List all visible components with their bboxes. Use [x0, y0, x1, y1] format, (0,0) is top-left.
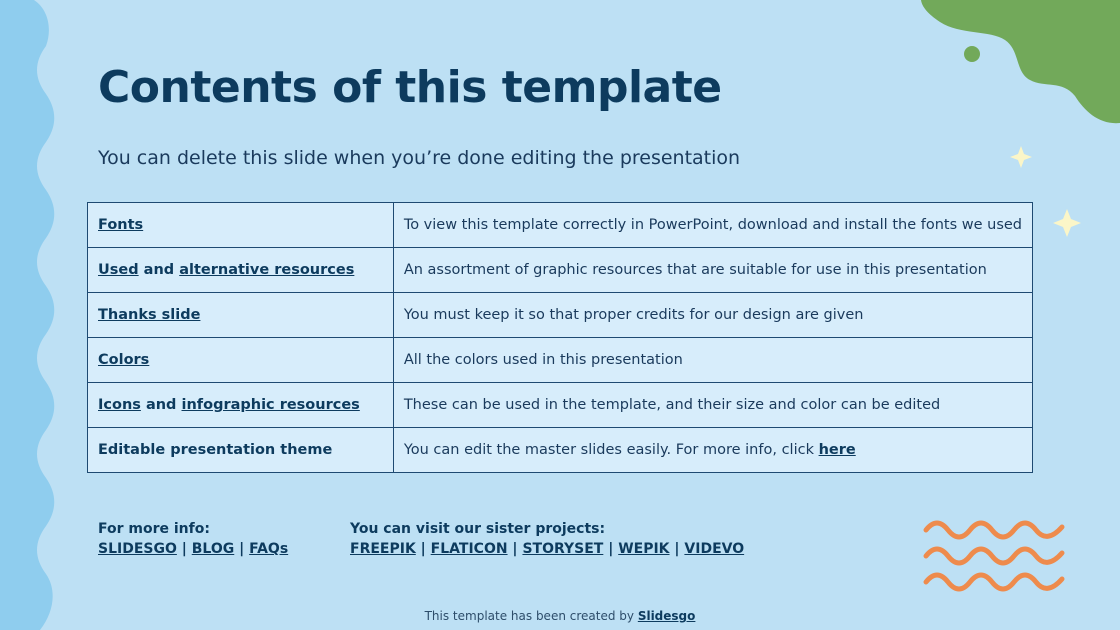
resource-name-cell	[88, 293, 394, 338]
resource-description-cell	[393, 383, 1032, 428]
slide-subtitle: You can delete this slide when you’re done editing the presentation	[98, 147, 741, 169]
contents-table-body	[88, 203, 1033, 473]
star-small-icon	[1010, 146, 1032, 168]
link-wepik[interactable]: WEPIK	[618, 541, 670, 557]
resource-description: An assortment of graphic resources that are suitable for use in this presentation	[403, 262, 987, 278]
resource-name-cell	[88, 383, 394, 428]
resource-link[interactable]: Icons	[98, 397, 141, 413]
link-blog[interactable]: BLOG	[191, 541, 235, 557]
link-separator: |	[669, 541, 685, 557]
resource-description: You can edit the master slides easily. For more info, click	[403, 442, 819, 458]
credit-footer	[0, 609, 1120, 623]
star-large-icon	[1053, 209, 1081, 237]
table-row	[88, 428, 1033, 473]
more-info-block	[98, 519, 288, 559]
resource-link[interactable]: Thanks slide	[98, 307, 201, 323]
resource-description-cell	[393, 203, 1032, 248]
here-link[interactable]: here	[818, 442, 856, 458]
more-info-label: For more info:	[98, 521, 210, 537]
link-videvo[interactable]: VIDEVO	[684, 541, 745, 557]
resource-name-cell	[88, 428, 394, 473]
link-faqs[interactable]: FAQs	[249, 541, 289, 557]
resource-link[interactable]: alternative resources	[179, 262, 355, 278]
green-blob-decoration	[921, 0, 1120, 123]
sister-projects-block	[350, 519, 744, 559]
link-separator: |	[603, 541, 619, 557]
resource-link[interactable]: Colors	[98, 352, 150, 368]
table-row	[88, 383, 1033, 428]
link-separator: |	[415, 541, 431, 557]
resource-description-cell	[393, 338, 1032, 383]
slidesgo-credit-link[interactable]: Slidesgo	[637, 609, 696, 623]
credit-text: This template has been created by	[424, 609, 638, 623]
resource-description-cell	[393, 428, 1032, 473]
orange-zigzag-decoration	[926, 523, 1062, 589]
resource-link[interactable]: Fonts	[98, 217, 144, 233]
resource-description: You must keep it so that proper credits for our design are given	[403, 307, 864, 323]
table-row	[88, 338, 1033, 383]
link-flaticon[interactable]: FLATICON	[430, 541, 508, 557]
table-row	[88, 293, 1033, 338]
resource-name-cell	[88, 203, 394, 248]
link-separator: |	[507, 541, 523, 557]
link-separator: |	[176, 541, 192, 557]
resource-description-cell	[393, 293, 1032, 338]
resource-name-cell	[88, 338, 394, 383]
resource-description: These can be used in the template, and their size and color can be edited	[403, 397, 941, 413]
resource-description-cell	[393, 248, 1032, 293]
resource-description: To view this template correctly in PowerPoint, download and install the fonts we used	[403, 217, 1022, 233]
table-row	[88, 248, 1033, 293]
resource-link[interactable]: infographic resources	[181, 397, 360, 413]
resource-description: All the colors used in this presentation	[403, 352, 683, 368]
sister-projects-links	[350, 539, 744, 559]
sister-projects-label: You can visit our sister projects:	[350, 521, 606, 537]
left-wave-decoration	[0, 0, 54, 630]
green-dot-decoration	[964, 46, 980, 62]
resource-name-cell	[88, 248, 394, 293]
more-info-links	[98, 539, 288, 559]
link-separator: |	[234, 541, 250, 557]
contents-table	[87, 202, 1033, 473]
link-storyset[interactable]: STORYSET	[522, 541, 604, 557]
resource-text: and	[140, 397, 182, 413]
link-slidesgo[interactable]: SLIDESGO	[98, 541, 177, 557]
resource-text: Editable presentation theme	[98, 442, 333, 458]
resource-text: and	[138, 262, 180, 278]
slide-title: Contents of this template	[98, 62, 722, 113]
resource-link[interactable]: Used	[98, 262, 139, 278]
link-freepik[interactable]: FREEPIK	[350, 541, 416, 557]
table-row	[88, 203, 1033, 248]
